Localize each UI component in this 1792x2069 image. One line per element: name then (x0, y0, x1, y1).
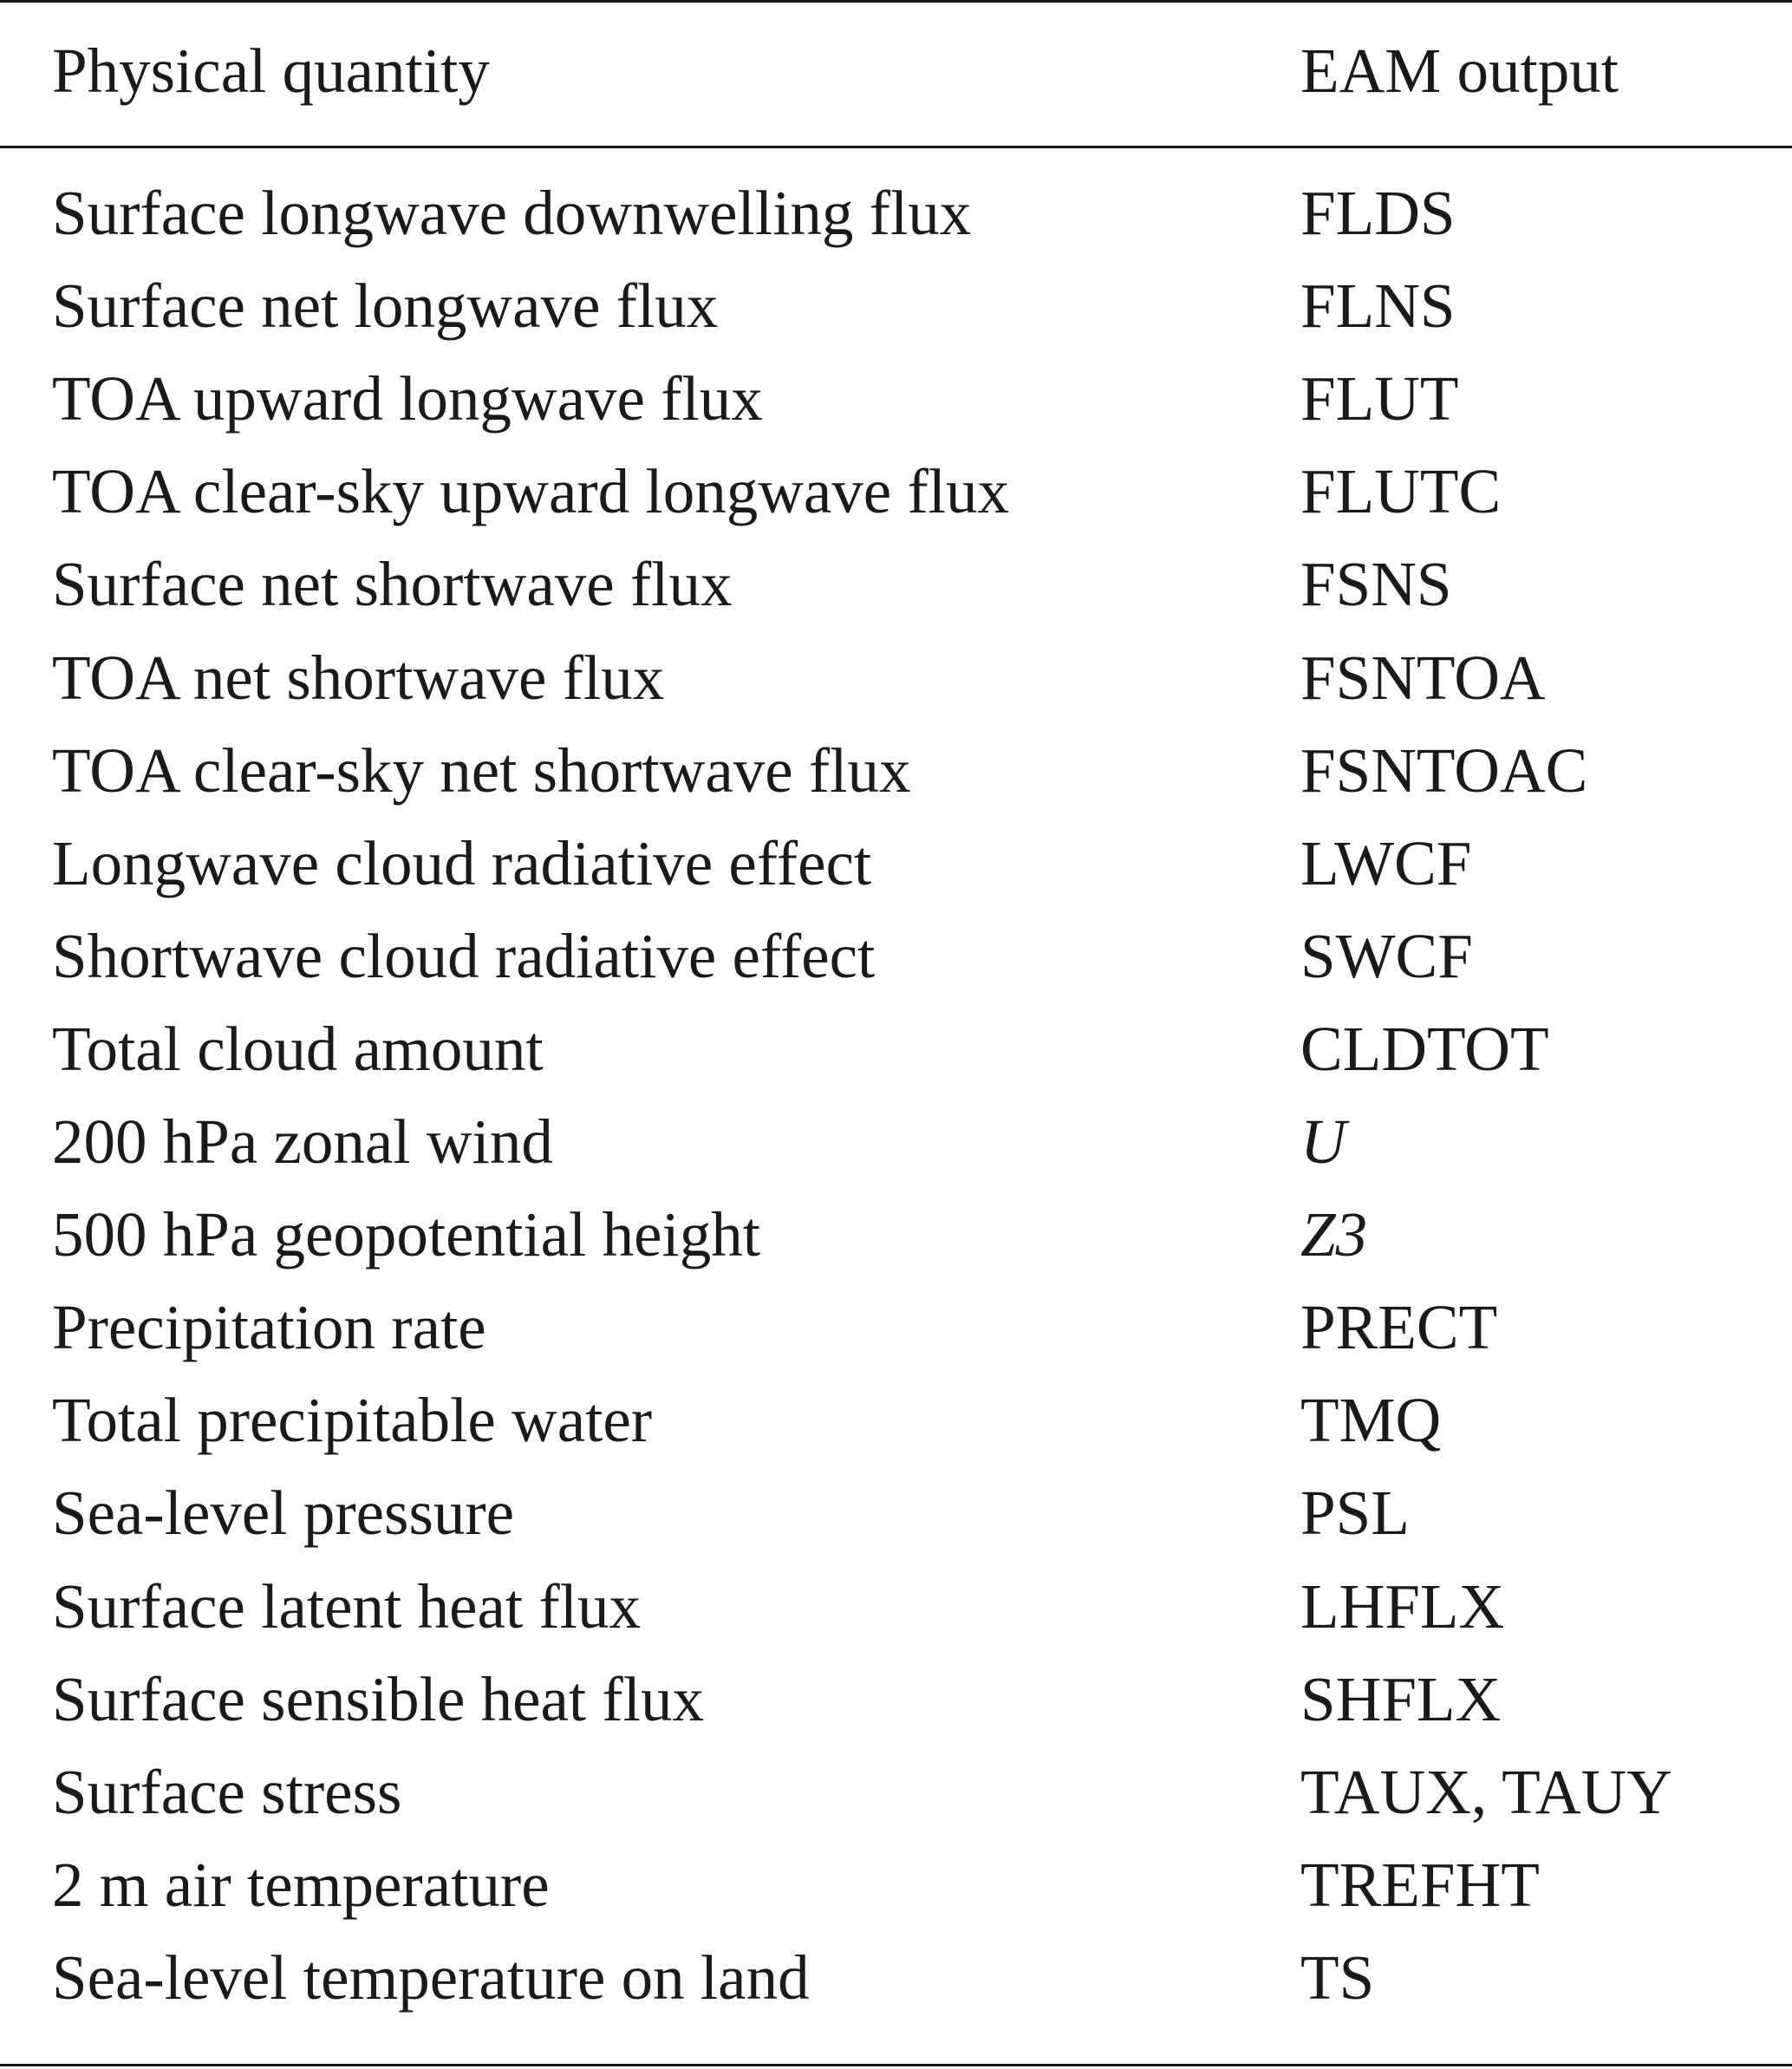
table-row-output: LHFLX (1300, 1571, 1505, 1641)
table-row-output: TMQ (1300, 1385, 1442, 1455)
table-row-quantity: Precipitation rate (52, 1292, 486, 1362)
table-row-quantity: 500 hPa geopotential height (52, 1199, 761, 1269)
table-row-output: FLUT (1300, 363, 1459, 434)
table-row-output: LWCF (1300, 828, 1472, 898)
table-row-output: PRECT (1300, 1292, 1498, 1362)
table-row-quantity: Longwave cloud radiative effect (52, 828, 872, 898)
table-row-quantity: Sea-level pressure (52, 1478, 515, 1548)
table-row-quantity: Total precipitable water (52, 1385, 653, 1455)
table-row-quantity: 2 m air temperature (52, 1850, 550, 1920)
table-row-quantity: Surface net shortwave flux (52, 549, 733, 619)
table-row-output: TS (1300, 1942, 1375, 2013)
table-row-output: PSL (1300, 1478, 1410, 1548)
table-row-quantity: Surface sensible heat flux (52, 1664, 705, 1734)
header-eam-output: EAM output (1300, 36, 1619, 106)
table-row-output: Z3 (1300, 1199, 1368, 1269)
table-row-quantity: TOA clear-sky upward longwave flux (52, 456, 1010, 526)
table-row-quantity: Surface longwave downwelling flux (52, 178, 972, 248)
table-row-quantity: TOA clear-sky net shortwave flux (52, 735, 911, 806)
table-row-output: TREFHT (1300, 1850, 1540, 1920)
table-row-quantity: TOA upward longwave flux (52, 363, 763, 434)
table-row-output: FSNTOAC (1300, 735, 1588, 806)
table-row-quantity: Surface net longwave flux (52, 271, 719, 341)
table-row-output: FLNS (1300, 271, 1456, 341)
table-row-quantity: TOA net shortwave flux (52, 643, 665, 713)
table-row-output: SWCF (1300, 921, 1473, 991)
table-row-output: FSNS (1300, 549, 1452, 619)
table-row-quantity: Shortwave cloud radiative effect (52, 921, 876, 991)
table-row-output: FLUTC (1300, 456, 1502, 526)
header-physical-quantity: Physical quantity (52, 36, 490, 106)
table-row-output: FLDS (1300, 178, 1456, 248)
table-row-output: U (1300, 1106, 1346, 1177)
table-row-quantity: Total cloud amount (52, 1014, 544, 1084)
table-row-output: FSNTOA (1300, 643, 1546, 713)
table-row-output: CLDTOT (1300, 1014, 1549, 1084)
table-row-output: SHFLX (1300, 1664, 1502, 1734)
table-row-quantity: Surface latent heat flux (52, 1571, 641, 1641)
table-row-quantity: Surface stress (52, 1757, 402, 1827)
bottom-rule (0, 2064, 1792, 2066)
table-row-output: TAUX, TAUY (1300, 1757, 1672, 1827)
table-row-quantity: 200 hPa zonal wind (52, 1106, 553, 1177)
table-row-quantity: Sea-level temperature on land (52, 1942, 810, 2013)
